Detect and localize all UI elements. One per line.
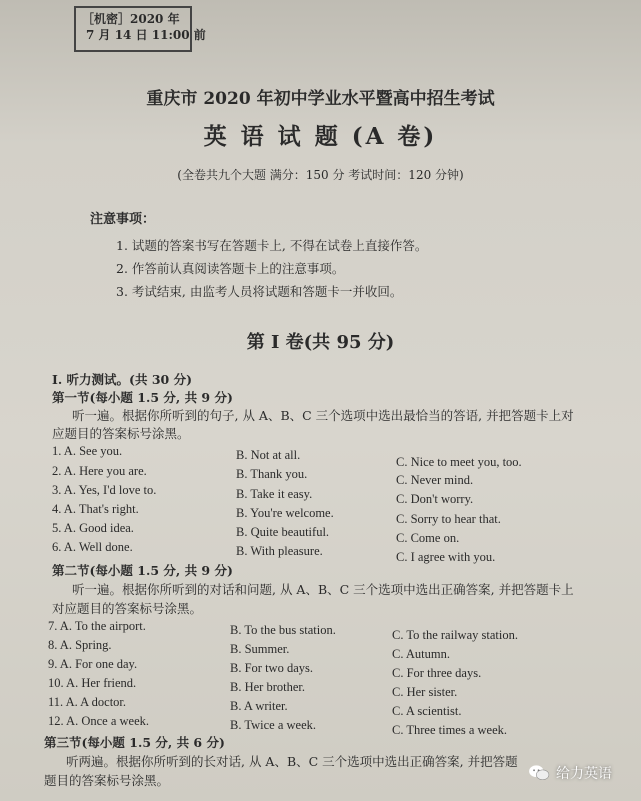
instruction-text: 对应题目的答案标号涂黑。 xyxy=(52,601,203,616)
question-option-b: B. You're welcome. xyxy=(236,506,334,520)
section-heading: I. 听力测试。(共 30 分) xyxy=(52,372,192,387)
note-item: 2. 作答前认真阅读答题卡上的注意事项。 xyxy=(116,261,345,276)
question-option-c: C. Sorry to hear that. xyxy=(396,512,501,526)
note-item: 1. 试题的答案书写在答题卡上, 不得在试卷上直接作答。 xyxy=(116,238,428,253)
stamp-line-2: 7 月 14 日 11:00 前 xyxy=(86,28,206,42)
question-option-b: B. For two days. xyxy=(230,661,313,675)
subsection-heading: 第二节(每小题 1.5 分, 共 9 分) xyxy=(52,563,233,578)
question-option-b: B. To the bus station. xyxy=(230,623,336,637)
question-option-a: 12. A. Once a week. xyxy=(48,714,150,728)
exam-info: (全卷共九个大题 满分：150 分 考试时间：120 分钟) xyxy=(177,168,464,182)
exam-subtitle: 英 语 试 题 (A 卷) xyxy=(203,123,438,150)
stamp-line-1: ［机密］2020 年 xyxy=(82,12,180,26)
question-option-c: C. A scientist. xyxy=(392,704,462,718)
part-title: 第 I 卷(共 95 分) xyxy=(246,332,395,353)
question-option-b: B. Her brother. xyxy=(230,680,305,694)
question-option-c: C. Her sister. xyxy=(392,685,458,699)
question-option-b: B. With pleasure. xyxy=(236,544,323,558)
question-option-b: B. A writer. xyxy=(230,699,288,713)
exam-title: 重庆市 2020 年初中学业水平暨高中招生考试 xyxy=(146,89,495,109)
question-option-b: B. Summer. xyxy=(230,642,290,656)
brand-watermark xyxy=(528,760,612,786)
question-option-b: B. Quite beautiful. xyxy=(236,525,330,539)
confidential-stamp xyxy=(74,6,206,52)
notes-heading: 注意事项： xyxy=(90,212,156,227)
question-option-a: 1. A. See you. xyxy=(52,444,123,458)
subsection-heading: 第一节(每小题 1.5 分, 共 9 分) xyxy=(52,390,233,405)
question-option-c: C. To the railway station. xyxy=(392,628,518,642)
question-option-c: C. Don't worry. xyxy=(396,492,474,506)
question-option-b: B. Twice a week. xyxy=(230,718,317,732)
question-option-b: B. Thank you. xyxy=(236,467,308,481)
instruction-text: 听一遍。根据你所听到的对话和问题, 从 A、B、C 三个选项中选出正确答案, 并把答题卡上 xyxy=(72,582,574,597)
note-item: 3. 考试结束, 由监考人员将试题和答题卡一并收回。 xyxy=(116,284,403,299)
question-option-a: 3. A. Yes, I'd love to. xyxy=(52,483,157,497)
question-option-c: C. Autumn. xyxy=(392,647,450,661)
brand-label: 给力英语 xyxy=(556,766,612,782)
question-option-b: B. Not at all. xyxy=(236,448,301,462)
question-option-a: 6. A. Well done. xyxy=(52,540,133,554)
question-option-c: C. Come on. xyxy=(396,531,460,545)
subsection-heading: 第三节(每小题 1.5 分, 共 6 分) xyxy=(44,735,225,750)
question-option-a: 8. A. Spring. xyxy=(48,638,112,652)
question-option-c: C. Nice to meet you, too. xyxy=(396,455,522,469)
question-option-a: 9. A. For one day. xyxy=(48,657,138,671)
question-option-a: 4. A. That's right. xyxy=(52,502,139,516)
question-option-a: 10. A. Her friend. xyxy=(48,676,137,690)
question-option-a: 11. A. A doctor. xyxy=(48,695,127,709)
question-option-c: C. I agree with you. xyxy=(396,550,496,564)
instruction-text: 听两遍。根据你所听到的长对话, 从 A、B、C 三个选项中选出正确答案, 并把答题 xyxy=(66,754,518,769)
question-option-a: 2. A. Here you are. xyxy=(52,464,147,478)
question-option-b: B. Take it easy. xyxy=(236,487,313,501)
question-option-c: C. Never mind. xyxy=(396,473,474,487)
question-option-c: C. Three times a week. xyxy=(392,723,508,737)
instruction-text: 应题目的答案标号涂黑。 xyxy=(52,426,190,441)
question-option-a: 7. A. To the airport. xyxy=(48,619,146,633)
wechat-icon xyxy=(528,764,550,782)
instruction-text: 题目的答案标号涂黑。 xyxy=(44,773,170,788)
question-option-c: C. For three days. xyxy=(392,666,482,680)
instruction-text: 听一遍。根据你所听到的句子, 从 A、B、C 三个选项中选出最恰当的答语, 并把答题卡上对 xyxy=(72,408,574,423)
question-option-a: 5. A. Good idea. xyxy=(52,521,134,535)
